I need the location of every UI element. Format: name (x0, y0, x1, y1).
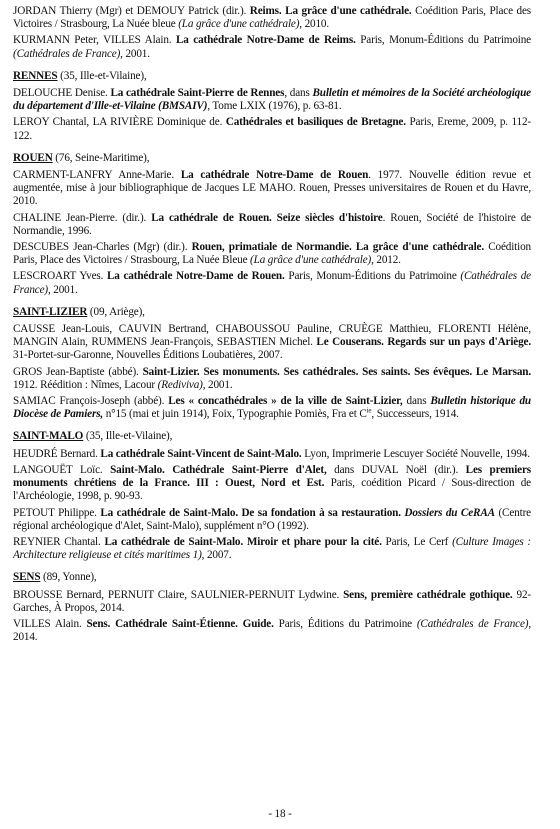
bibliography-entry (13, 116, 531, 142)
entry-text: Paris, Monum-Éditions du Patrimoine (355, 34, 531, 47)
entry-title: La cathédrale Notre-Dame de Reims. (175, 34, 356, 47)
entry-series: (Cathédrales de France) (416, 617, 529, 630)
entry-title: La cathédrale Notre-Dame de Rouen (180, 169, 369, 182)
entry-text: Paris, Monum-Éditions du Patrimoine (284, 270, 461, 283)
entry-text: , Tome LXIX (1976), p. 63-81. (207, 100, 342, 113)
entry-text: , 2010. (299, 18, 330, 31)
bibliography-entry (13, 212, 531, 238)
section-region: (09, Ariège), (87, 305, 145, 318)
section-city: ROUEN (13, 151, 53, 164)
entry-title: Les « concathédrales » de la ville de Saint-Lizier, (168, 395, 403, 408)
entry-text: Coédition Paris, Place des Victoires / Strasbourg, La Nuée Bleue (13, 241, 531, 267)
entry-text: VILLES Alain. (13, 617, 87, 630)
bibliography-entry (13, 536, 531, 562)
entry-text: n°15 (mai et juin 1914), Foix, Typographie Pomiès, Fra et C (103, 408, 367, 421)
page-number: - 18 - (268, 808, 292, 820)
entry-text: CHALINE Jean-Pierre. (dir.). (13, 211, 152, 224)
entry-title: La cathédrale de Saint-Malo. De sa fondation à sa restauration. (100, 506, 401, 519)
entry-text: 92-Garches, À Propos, 2014. (13, 588, 531, 614)
entry-title: Bulletin historique du Diocèse de Pamiers, (13, 395, 531, 421)
entry-text: , 2014. (13, 617, 531, 644)
entry-text: , dans (284, 87, 313, 100)
entry-title: La cathédrale Saint-Pierre de Rennes (110, 87, 285, 100)
entry-series: (Rediviva) (157, 378, 203, 391)
bibliography-entry (13, 589, 531, 615)
bibliography-entry (13, 366, 531, 392)
section-region: (35, Ille-et-Vilaine), (57, 69, 147, 82)
entry-series: (Cathédrales de France) (13, 270, 531, 296)
section-heading (13, 571, 531, 584)
entry-text: ie (366, 406, 372, 415)
entry-text: SAMIAC François-Joseph (abbé). (13, 395, 169, 408)
entry-title: Bulletin et mémoires de la Société archéologique du département d'Ille-et-Vilaine (BMSAIV) (13, 87, 531, 113)
section-region: (35, Ille-et-Vilaine), (83, 430, 173, 443)
entry-text: Paris, Le Cerf (381, 535, 453, 548)
entry-text: KURMANN Peter, VILLES Alain. (13, 34, 176, 47)
bibliography-entry (13, 618, 531, 644)
bibliography-entry (13, 464, 531, 504)
bibliography-entry (13, 241, 531, 267)
section-city: RENNES (13, 69, 58, 82)
entry-text: , 2001. (120, 47, 150, 60)
entry-text: LEROY Chantal, LA RIVIÈRE Dominique de. (13, 116, 226, 129)
entry-series: (Culture Images : Architecture religieuse et cités maritimes 1) (13, 535, 531, 562)
entry-text: REYNIER Chantal. (13, 535, 105, 548)
entry-text: Paris, Éditions du Patrimoine (273, 617, 417, 630)
entry-text: Paris, Ereme, 2009, p. 112-122. (13, 116, 531, 142)
entry-series: (La grâce d'une cathédrale) (178, 18, 300, 31)
entry-series: (La grâce d'une cathédrale) (250, 254, 372, 267)
entry-text: Paris, coédition Picard / Sous-direction de l'Archéologie, 1998, p. 90-93. (13, 477, 531, 503)
entry-text: CARMENT-LANFRY Anne-Marie. (13, 169, 181, 182)
bibliography-entry (13, 270, 531, 296)
entry-title: Sens, première cathédrale gothique. (343, 588, 513, 601)
entry-title: Reims. La grâce d'une cathédrale. (249, 5, 412, 17)
section-city: SAINT-LIZIER (13, 305, 88, 318)
bibliography-entry (13, 395, 531, 421)
section-heading (13, 70, 531, 83)
entry-text: 31-Portet-sur-Garonne, Nouvelles Éditions Loubatières, 2007. (13, 349, 283, 362)
entry-title: Saint-Lizier. Ses monuments. Ses cathédrales. Ses saints. Ses évêques. Le Marsan. (142, 365, 531, 378)
entry-text: DELOUCHE Denise. (13, 87, 111, 100)
entry-text: 1912. Réédition : Nîmes, Lacour (13, 378, 158, 391)
entry-title: Saint-Malo. Cathédrale Saint-Pierre d'Alet, (110, 463, 327, 476)
section-heading (13, 306, 531, 319)
section-city: SAINT-MALO (13, 430, 84, 443)
entry-title: La cathédrale Notre-Dame de Rouen. (107, 270, 285, 283)
entry-text: dans DUVAL Noël (dir.). (326, 463, 466, 476)
bibliography-entry (13, 507, 531, 533)
section-region: (76, Seine-Maritime), (52, 151, 150, 164)
entry-text: Coédition Paris, Place des Victoires / Strasbourg, La Nuée bleue (13, 5, 531, 31)
bibliography-content (13, 5, 531, 647)
entry-text: , 2001. (202, 378, 233, 391)
entry-text: . Rouen, Société de l'histoire de Normandie, 1996. (13, 211, 531, 237)
section-city: SENS (13, 571, 41, 584)
bibliography-entry (13, 87, 531, 113)
entry-text: LANGOUËT Loïc. (13, 463, 111, 476)
entry-series: (Cathédrales de France) (13, 47, 121, 60)
entry-text: HEUDRÉ Bernard. (13, 447, 101, 460)
entry-text: , Successeurs, 1914. (371, 408, 459, 421)
entry-text: , 2007. (201, 549, 232, 562)
entry-title: Dossiers du CeRAA (404, 506, 495, 519)
entry-title: Rouen, primatiale de Normandie. La grâce d'une cathédrale. (191, 241, 484, 254)
entry-text: (Centre régional archéologique d'Alet, Saint-Malo), supplément n°O (1992). (13, 506, 531, 532)
entry-title: La cathédrale de Rouen. Seize siècles d'histoire (151, 211, 383, 224)
entry-text: GROS Jean-Baptiste (abbé). (13, 365, 143, 378)
entry-text: dans (402, 395, 431, 408)
entry-title: Le Couserans. Regards sur un pays d'Ariège. (316, 336, 531, 349)
entry-text: PETOUT Philippe. (13, 506, 101, 519)
entry-text: DESCUBES Jean-Charles (Mgr) (dir.). (13, 241, 192, 254)
entry-title: La cathédrale de Saint-Malo. Miroir et phare pour la cité. (104, 535, 382, 548)
bibliography-entry (13, 5, 531, 31)
section-region: (89, Yonne), (40, 571, 97, 584)
entry-text: , 2012. (371, 254, 401, 267)
entry-text: . 1977. Nouvelle édition revue et augmentée, mise à jour bibliographique de Jacques LE MAHO. Rouen, Presses universitaires de Rouen et du Havre, 2010. (13, 169, 531, 208)
bibliography-entry (13, 34, 531, 60)
entry-text: , 2001. (47, 283, 78, 296)
bibliography-entry (13, 323, 531, 363)
bibliography-entry (13, 448, 531, 461)
entry-title: Sens. Cathédrale Saint-Étienne. Guide. (86, 617, 274, 630)
entry-title: Les premiers monuments chrétiens de la France. III : Ouest, Nord et Est. (13, 463, 531, 490)
entry-text: CAUSSE Jean-Louis, CAUVIN Bertrand, CHABOUSSOU Pauline, CRUÈGE Matthieu, FLORENTI Hélène, MANGIN Alain, RUMMENS Jean-François, SEBASTIEN Michel. (13, 323, 531, 349)
entry-title: Cathédrales et basiliques de Bretagne. (225, 116, 406, 129)
entry-text: LESCROART Yves. (13, 270, 107, 283)
entry-text: JORDAN Thierry (Mgr) et DEMOUY Patrick (dir.). (13, 5, 250, 17)
entry-title: La cathédrale Saint-Vincent de Saint-Malo. (100, 447, 302, 460)
bibliography-entry (13, 169, 531, 209)
entry-text: BROUSSE Bernard, PERNUIT Claire, SAULNIER-PERNUIT Lydwine. (13, 588, 344, 601)
section-heading (13, 152, 531, 165)
entry-text: Lyon, Imprimerie Lescuyer Société Nouvelle, 1994. (301, 447, 530, 460)
section-heading (13, 430, 531, 443)
